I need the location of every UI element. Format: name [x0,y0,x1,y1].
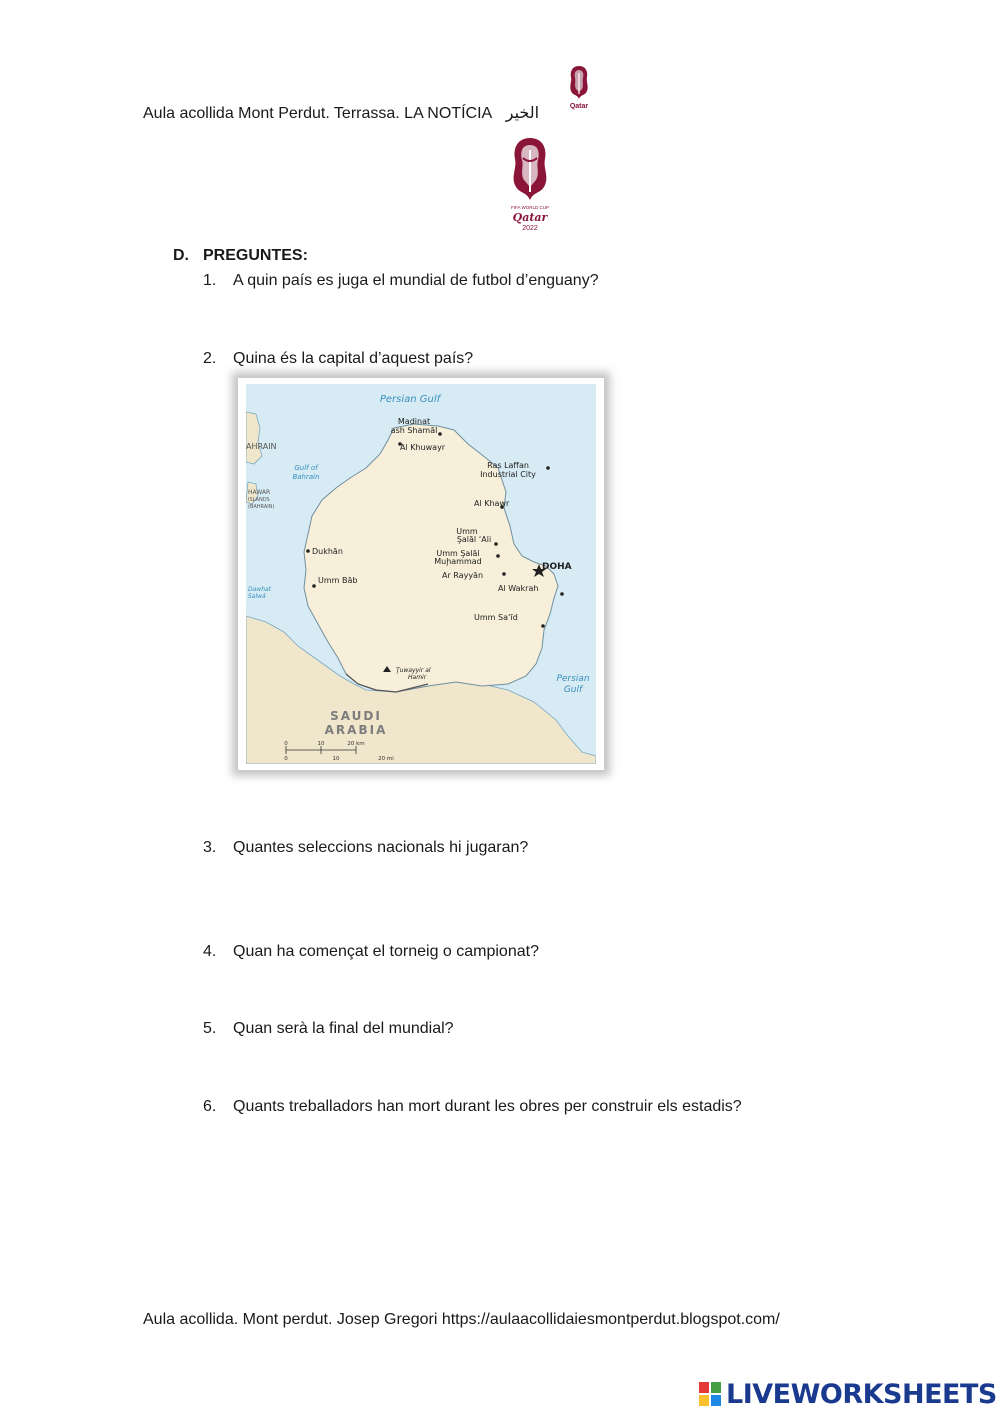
logo-small-caption: Qatar [569,103,589,110]
question-text: Quina és la capital d’aquest país? [233,350,474,367]
city-dot [502,572,506,576]
label-dawhat-2: Salwá [248,593,266,600]
label-madinat-2: ash Shamāl [390,426,438,435]
label-madinat-1: Madinat [397,417,431,426]
label-ras-laffan-1: Ras Laffan [487,461,529,470]
question-2 [203,349,473,369]
scale-mi-20: 20 mi [378,756,394,762]
label-umm-said: Umm Saʻīd [474,613,518,622]
label-persian-gulf: Persian Gulf [379,394,441,405]
liveworksheets-icon [698,1381,722,1407]
label-ras-laffan-2: Industrial City [480,470,536,479]
label-gulf-of-bahrain-2: Bahrain [292,473,320,481]
label-hawar-3: (BAHRAIN) [248,504,275,510]
city-dot [306,549,310,553]
question-4 [203,942,539,962]
header-text: Aula acollida Mont Perdut. Terrassa. LA NOTÍCIA [143,105,492,122]
qatar-2022-logo [506,136,554,232]
label-ar-rayyan: Ar Rayyān [442,571,484,580]
label-hawar-1: HAWAR [248,489,271,496]
header-arabic-text: الخير [505,103,540,122]
question-text: Quants treballadors han mort durant les obres per construir els estadis? [233,1098,742,1115]
label-umm-bab: Umm Bāb [318,576,358,585]
label-gulf-of-bahrain-1: Gulf of [294,464,318,472]
question-number: 3. [203,839,217,856]
qatar-map [246,384,596,764]
logo-caption-word: Qatar [512,211,548,224]
label-dukhan: Dukhān [312,547,343,556]
qatar-2022-logo-small [566,64,592,116]
label-al-wakrah: Al Wakrah [498,584,539,593]
city-dot [541,624,545,628]
logo-caption-top: FIFA WORLD CUP [510,205,550,210]
label-saudi-2: ARABIA [324,723,388,737]
label-umm-salal-muhammad-1: Umm Şalāl [436,549,480,558]
scale-km-0: 0 [284,741,288,747]
question-number: 1. [203,272,217,289]
label-umm-salal-ali-1: Umm [456,527,478,536]
city-dot [560,592,564,596]
city-dot [546,466,550,470]
label-al-khawr: Al Khawr [474,499,510,508]
question-1 [203,271,599,291]
label-persian-gulf-right-1: Persian [556,674,590,684]
scale-km-10: 10 [317,741,325,747]
label-persian-gulf-right-2: Gulf [563,685,583,695]
question-3 [203,838,528,858]
liveworksheets-wordmark: LIVEWORKSHEETS [726,1378,997,1410]
question-text: Quan ha començat el torneig o campionat? [233,943,539,960]
question-6 [203,1097,742,1117]
question-text: Quan serà la final del mundial? [233,1020,454,1037]
label-doha: DOHA [542,562,572,572]
label-saudi-1: SAUDI [330,709,382,723]
qatar-map-frame [238,378,604,770]
city-dot [496,554,500,558]
header-line [143,103,539,124]
question-number: 4. [203,943,217,960]
question-5 [203,1019,454,1039]
logo-caption-year: 2022 [522,225,538,232]
scale-km-20: 20 km [347,741,365,747]
label-tuwayyir-1: Ţuwayyir al [396,667,431,674]
section-title [173,246,308,266]
liveworksheets-logo [698,1374,997,1414]
city-dot [312,584,316,588]
label-bahrain: AHRAIN [246,442,277,451]
question-number: 6. [203,1098,217,1115]
label-al-khuwayr: Al Khuwayr [400,443,446,452]
section-letter: D. [173,247,189,264]
scale-mi-0: 0 [284,756,288,762]
section-title-text: PREGUNTES: [203,247,308,264]
city-dot [438,432,442,436]
label-hawar-2: ISLANDS [248,497,270,503]
question-text: A quin país es juga el mundial de futbol d’enguany? [233,272,599,289]
label-umm-salal-muhammad-2: Muḩammad [434,557,482,566]
city-dot [494,542,498,546]
footer-text: Aula acollida. Mont perdut. Josep Gregori https://aulaacollidaiesmontperdut.blogspot.com/ [143,1311,780,1328]
question-number: 5. [203,1020,217,1037]
label-tuwayyir-2: Hamir [408,674,427,681]
label-umm-salal-ali-2: Şalāl ʻAli [456,535,492,544]
question-text: Quantes seleccions nacionals hi jugaran? [233,839,529,856]
question-number: 2. [203,350,217,367]
scale-mi-10: 10 [332,756,340,762]
label-dawhat-1: Dawhat [248,586,272,593]
